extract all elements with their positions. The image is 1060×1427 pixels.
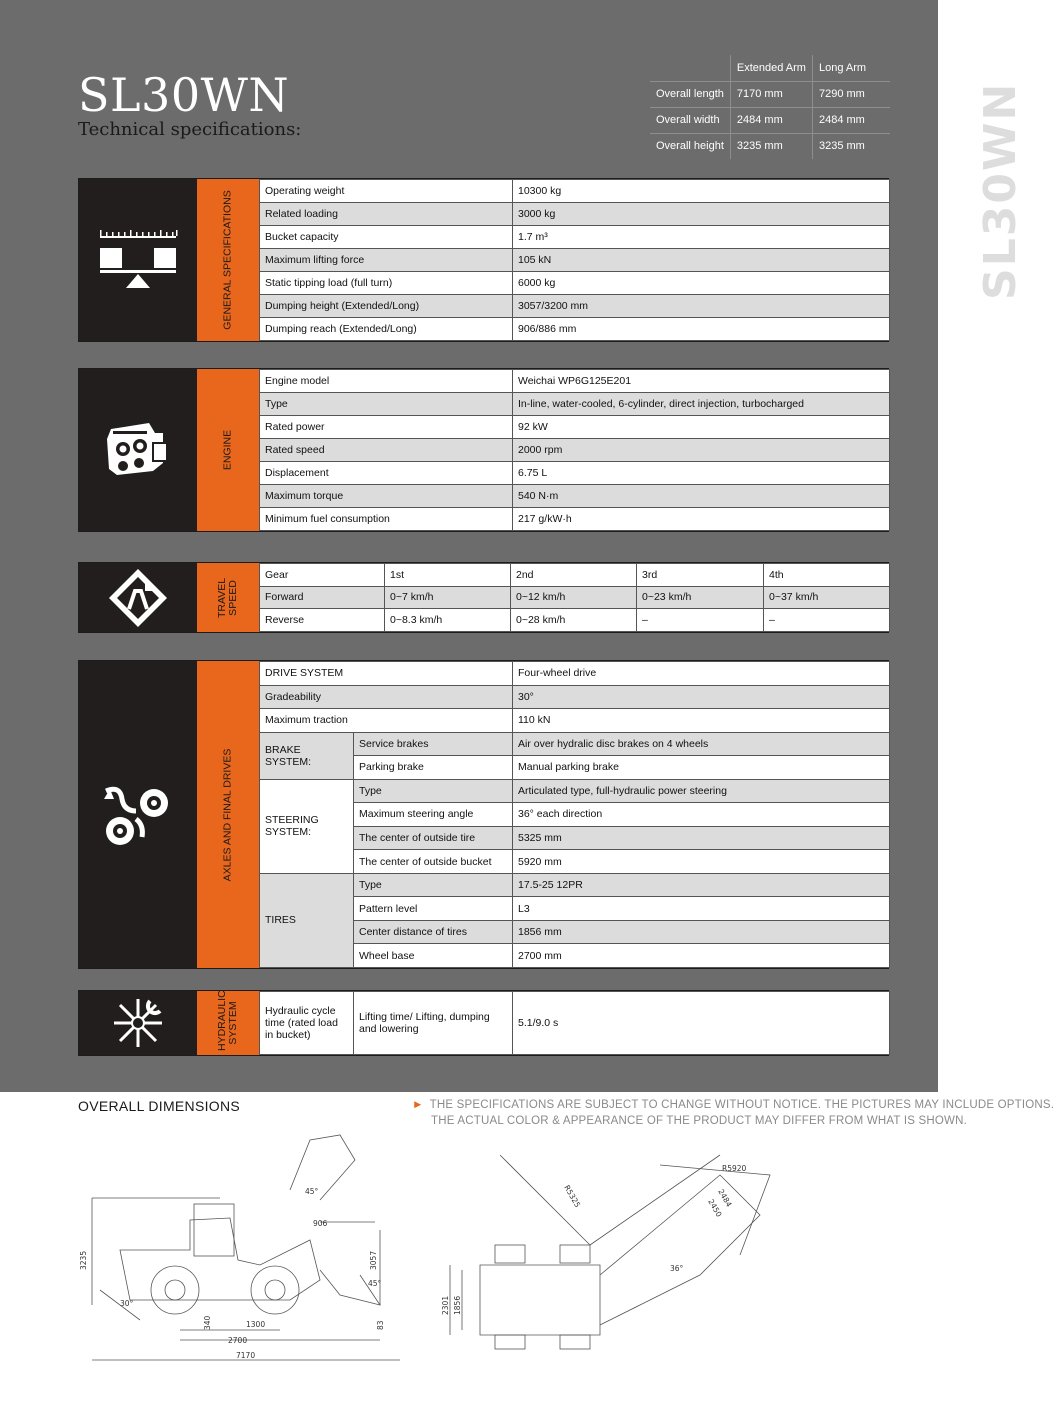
engine-icon	[79, 369, 197, 531]
table-row	[260, 370, 890, 393]
dims-value: 2484 mm	[730, 107, 812, 133]
axles-cell: 2700 mm	[513, 944, 890, 968]
general-specs-section	[78, 178, 889, 342]
general-specs-table	[259, 179, 890, 341]
axles-cell: Manual parking brake	[513, 756, 890, 780]
dims-label: Overall length	[650, 81, 730, 107]
spec-value: 6.75 L	[513, 462, 890, 485]
axles-cell: 30°	[513, 685, 890, 709]
axles-cell: Wheel base	[354, 944, 513, 968]
tools-icon	[79, 991, 197, 1055]
axles-cell: 36° each direction	[513, 803, 890, 827]
dims-header-long: Long Arm	[812, 55, 890, 81]
table-row	[260, 508, 890, 531]
axles-cell: Air over hydralic disc brakes on 4 wheels	[513, 732, 890, 756]
axles-cell: Articulated type, full-hydraulic power steering	[513, 779, 890, 803]
hydraulic-cycle-desc: Lifting time/ Lifting, dumping and lowering	[354, 992, 513, 1055]
table-row	[260, 318, 890, 341]
spec-value: Weichai WP6G125E201	[513, 370, 890, 393]
spec-label: Related loading	[260, 203, 513, 226]
axles-cell: Service brakes	[354, 732, 513, 756]
road-sign-icon	[79, 563, 197, 632]
spec-label: Rated power	[260, 416, 513, 439]
table-row	[260, 393, 890, 416]
label-r5920: R5920	[722, 1164, 747, 1173]
side-view-drawing	[80, 1130, 400, 1365]
spec-value: In-line, water-cooled, 6-cylinder, direct injection, turbocharged	[513, 393, 890, 416]
table-row	[260, 295, 890, 318]
label-r5325: R5325	[562, 1183, 583, 1210]
dims-header-extended: Extended Arm	[730, 55, 812, 81]
axles-cell: Four-wheel drive	[513, 662, 890, 686]
overall-dimensions-heading: OVERALL DIMENSIONS	[78, 1098, 241, 1114]
spec-value: 1.7 m³	[513, 226, 890, 249]
dims-value: 3235 mm	[812, 133, 890, 159]
dims-value: 3235 mm	[730, 133, 812, 159]
spec-label: Forward	[260, 586, 385, 609]
spec-label: Displacement	[260, 462, 513, 485]
spec-label: Dumping reach (Extended/Long)	[260, 318, 513, 341]
axles-cell: Type	[354, 873, 513, 897]
spec-value: 2000 rpm	[513, 439, 890, 462]
arrow-right-icon: ►	[412, 1099, 424, 1111]
label-angle-36: 36°	[670, 1264, 684, 1273]
spec-value: 4th	[764, 564, 890, 587]
table-row	[260, 416, 890, 439]
spec-value: 540 N·m	[513, 485, 890, 508]
spec-value: 2nd	[511, 564, 637, 587]
dims-label: Overall width	[650, 107, 730, 133]
table-row	[260, 485, 890, 508]
tires-label: TIRES	[260, 873, 354, 967]
gears-icon	[79, 661, 197, 968]
spec-value: 0~7 km/h	[385, 586, 511, 609]
overall-dimensions-table	[650, 55, 890, 159]
spec-value: 0~12 km/h	[511, 586, 637, 609]
label-2484: 2484	[716, 1187, 734, 1209]
travel-speed-label: TRAVEL SPEED	[197, 563, 259, 632]
spec-value: 1st	[385, 564, 511, 587]
travel-speed-section	[78, 562, 889, 633]
spec-value: 0~8.3 km/h	[385, 609, 511, 632]
label-angle-ground: 30°	[120, 1299, 134, 1308]
spec-label: Engine model	[260, 370, 513, 393]
spec-label: Maximum torque	[260, 485, 513, 508]
engine-table	[259, 369, 890, 531]
spec-label: Rated speed	[260, 439, 513, 462]
spec-value: 3057/3200 mm	[513, 295, 890, 318]
note-line-1: THE SPECIFICATIONS ARE SUBJECT TO CHANGE WITHOUT NOTICE. THE PICTURES MAY INCLUDE OPTIONS.	[429, 1099, 1055, 1111]
label-wheelbase: 2700	[228, 1336, 248, 1345]
spec-value: 105 kN	[513, 249, 890, 272]
dims-label: Overall height	[656, 140, 724, 153]
axles-cell: Pattern level	[354, 897, 513, 921]
label-angle-bucket: 45°	[368, 1279, 382, 1288]
side-model-title: SL30WN	[975, 81, 1026, 300]
axles-cell: Gradeability	[260, 685, 513, 709]
scale-icon	[79, 179, 197, 341]
label-clearance: 340	[203, 1315, 212, 1330]
axles-cell: DRIVE SYSTEM	[260, 662, 513, 686]
spec-value: 6000 kg	[513, 272, 890, 295]
axles-cell: Type	[354, 779, 513, 803]
spec-label: Operating weight	[260, 180, 513, 203]
spec-label: Minimum fuel consumption	[260, 508, 513, 531]
dims-value: 2484 mm	[812, 107, 890, 133]
dims-value: 7290 mm	[812, 81, 890, 107]
spec-value: 92 kW	[513, 416, 890, 439]
top-view-drawing	[440, 1135, 780, 1355]
axles-cell: Parking brake	[354, 756, 513, 780]
label-2301: 2301	[441, 1295, 450, 1315]
axles-cell: Center distance of tires	[354, 920, 513, 944]
table-row	[260, 462, 890, 485]
table-row	[260, 180, 890, 203]
label-reach: 906	[313, 1219, 328, 1228]
note-line-2: THE ACTUAL COLOR & APPEARANCE OF THE PRODUCT MAY DIFFER FROM WHAT IS SHOWN.	[431, 1115, 967, 1127]
dims-value: 7170 mm	[730, 81, 812, 107]
spec-label: Type	[260, 393, 513, 416]
travel-speed-table	[259, 563, 890, 632]
spec-value: 0~28 km/h	[511, 609, 637, 632]
axles-cell: 1856 mm	[513, 920, 890, 944]
spec-value: –	[764, 609, 890, 632]
table-row	[260, 203, 890, 226]
table-row	[260, 249, 890, 272]
spec-label: Static tipping load (full turn)	[260, 272, 513, 295]
table-row	[260, 609, 890, 632]
hydraulic-section	[78, 990, 889, 1056]
spec-value: 3000 kg	[513, 203, 890, 226]
spec-value: 217 g/kW·h	[513, 508, 890, 531]
spec-value: 0~37 km/h	[764, 586, 890, 609]
steering-system-label: STEERING SYSTEM:	[260, 779, 354, 873]
label-2450: 2450	[706, 1197, 724, 1219]
model-title: SL30WN	[78, 68, 290, 122]
spec-value: 3rd	[637, 564, 764, 587]
label-dig: 83	[376, 1320, 385, 1330]
axles-label: AXLES AND FINAL DRIVES	[197, 661, 259, 968]
hydraulic-label: HYDRAULIC SYSTEM	[197, 991, 259, 1055]
table-row	[260, 272, 890, 295]
axles-section	[78, 660, 889, 969]
axles-cell: The center of outside tire	[354, 826, 513, 850]
label-dump-height: 3057	[369, 1250, 378, 1270]
hydraulic-table	[259, 991, 890, 1055]
spec-label: Bucket capacity	[260, 226, 513, 249]
table-row	[260, 564, 890, 587]
spec-value: 10300 kg	[513, 180, 890, 203]
axles-cell: 5920 mm	[513, 850, 890, 874]
axles-cell: 5325 mm	[513, 826, 890, 850]
spec-label: Gear	[260, 564, 385, 587]
label-1856: 1856	[453, 1295, 462, 1315]
disclaimer-note	[412, 1097, 1054, 1129]
label-length: 7170	[236, 1351, 256, 1360]
table-row	[260, 226, 890, 249]
table-row	[260, 586, 890, 609]
hydraulic-cycle-label: Hydraulic cycle time (rated load in bucket)	[260, 992, 354, 1055]
label-1300: 1300	[246, 1320, 266, 1329]
spec-label: Dumping height (Extended/Long)	[260, 295, 513, 318]
dims-header-empty	[650, 55, 730, 81]
axles-cell: Maximum steering angle	[354, 803, 513, 827]
spec-label: Reverse	[260, 609, 385, 632]
axles-cell: 110 kN	[513, 709, 890, 733]
axles-cell: L3	[513, 897, 890, 921]
engine-label: ENGINE	[197, 369, 259, 531]
axles-cell: The center of outside bucket	[354, 850, 513, 874]
table-row	[260, 439, 890, 462]
label-angle-top: 45°	[305, 1187, 319, 1196]
spec-label: Maximum lifting force	[260, 249, 513, 272]
brake-system-label: BRAKE SYSTEM:	[260, 732, 354, 779]
engine-section	[78, 368, 889, 532]
axles-cell: 17.5-25 12PR	[513, 873, 890, 897]
label-height: 3235	[79, 1250, 88, 1270]
hydraulic-cycle-value: 5.1/9.0 s	[513, 992, 890, 1055]
axles-table	[259, 661, 890, 968]
spec-value: 0~23 km/h	[637, 586, 764, 609]
axles-cell: Maximum traction	[260, 709, 513, 733]
spec-value: 906/886 mm	[513, 318, 890, 341]
page-subtitle: Technical specifications:	[78, 119, 302, 140]
general-specs-label: GENERAL SPECIFICATIONS	[197, 179, 259, 341]
spec-value: –	[637, 609, 764, 632]
